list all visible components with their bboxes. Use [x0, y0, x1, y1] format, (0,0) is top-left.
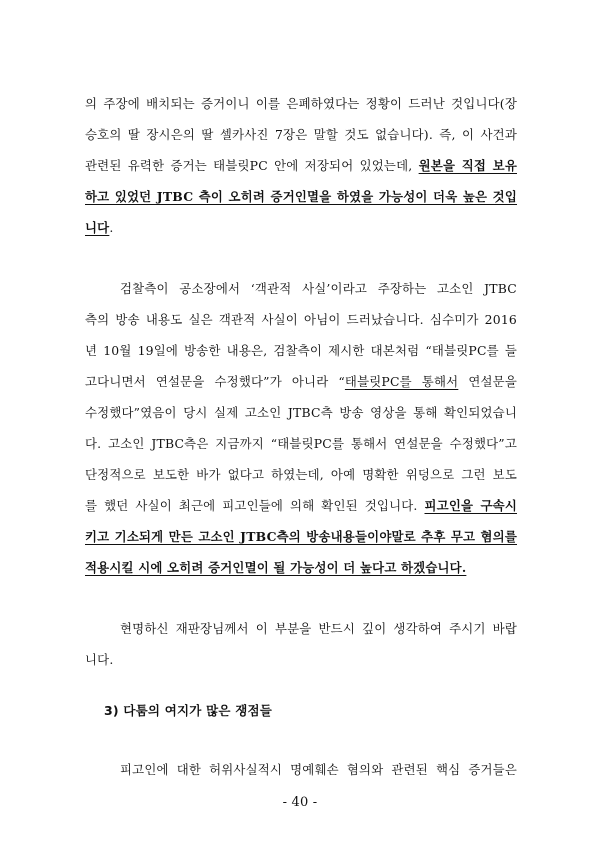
paragraph-1-line-5: [85, 219, 517, 237]
paragraph-2-line-9: 키고 기소되게 만든 고소인 JTBC측의 방송내용들이야말로 추후 무고 혐의를: [85, 529, 517, 544]
paragraph-2-line-4: [85, 373, 517, 391]
text-run: 를 했던 사실이 최근에 피고인들에 의해 확인된 것입니다.: [85, 498, 425, 513]
text-run: 관련된 유력한 증거는 태블릿PC 안에 저장되어 있었는데,: [85, 158, 419, 173]
paragraph-2-line-6: 다. 고소인 JTBC측은 지금까지 “태블릿PC를 통해서 연설문을 수정했다”고: [85, 436, 517, 451]
emphasis-text: 니다: [85, 220, 110, 235]
paragraph-2-line-3: 년 10월 19일에 방송한 내용은, 검찰측이 제시한 대본처럼 “태블릿PC를 들: [85, 343, 517, 358]
paragraph-4-line-1: 피고인에 대한 허위사실적시 명예훼손 혐의와 관련된 핵심 증거들은: [120, 762, 517, 777]
emphasis-text: 원본을 직접 보유: [418, 158, 517, 173]
paragraph-2-line-8: [85, 497, 517, 515]
paragraph-2-line-1: 검찰측이 공소장에서 ‘객관적 사실’이라고 주장하는 고소인 JTBC: [120, 281, 517, 296]
paragraph-1-line-3: [85, 157, 517, 175]
paragraph-1-line-4: 하고 있었던 JTBC 측이 오히려 증거인멸을 하였을 가능성이 더욱 높은 것입: [85, 189, 517, 204]
paragraph-3-line-1: 현명하신 재판장님께서 이 부분을 반드시 깊이 생각하여 주시기 바랍: [120, 621, 517, 636]
text-run: 연설문을: [458, 374, 517, 389]
text-run: 고다니면서 연설문을 수정했다”가 아니라 “: [85, 374, 345, 389]
paragraph-2-line-2: 측의 방송 내용도 실은 객관적 사실이 아님이 드러났습니다. 심수미가 2016: [85, 312, 517, 327]
paragraph-1-line-1: 의 주장에 배치되는 증거이니 이를 은폐하였다는 정황이 드러난 것입니다(장: [85, 96, 517, 111]
underlined-text: 태블릿PC를 통해서: [344, 374, 459, 389]
text-run: .: [109, 220, 114, 235]
paragraph-3-line-2: 니다.: [85, 652, 114, 667]
paragraph-2-line-5: 수정했다”였음이 당시 실제 고소인 JTBC측 방송 영상을 통해 확인되었습니: [85, 405, 517, 420]
emphasis-text: 피고인을 구속시: [424, 498, 517, 513]
paragraph-2-line-7: 단정적으로 보도한 바가 없다고 하였는데, 아예 명확한 위덩으로 그런 보도: [85, 467, 517, 482]
section-heading: 3) 다툼의 여지가 많은 쟁점들: [104, 703, 273, 718]
page-number: - 40 -: [282, 795, 318, 810]
paragraph-1-line-2: 승호의 딸 장시은의 딸 셀카사진 7장은 말할 것도 없습니다). 즉, 이 사건과: [85, 127, 517, 142]
paragraph-2-line-10: 적용시킬 시에 오히려 증거인멸이 될 가능성이 더 높다고 하겠습니다.: [85, 560, 467, 575]
